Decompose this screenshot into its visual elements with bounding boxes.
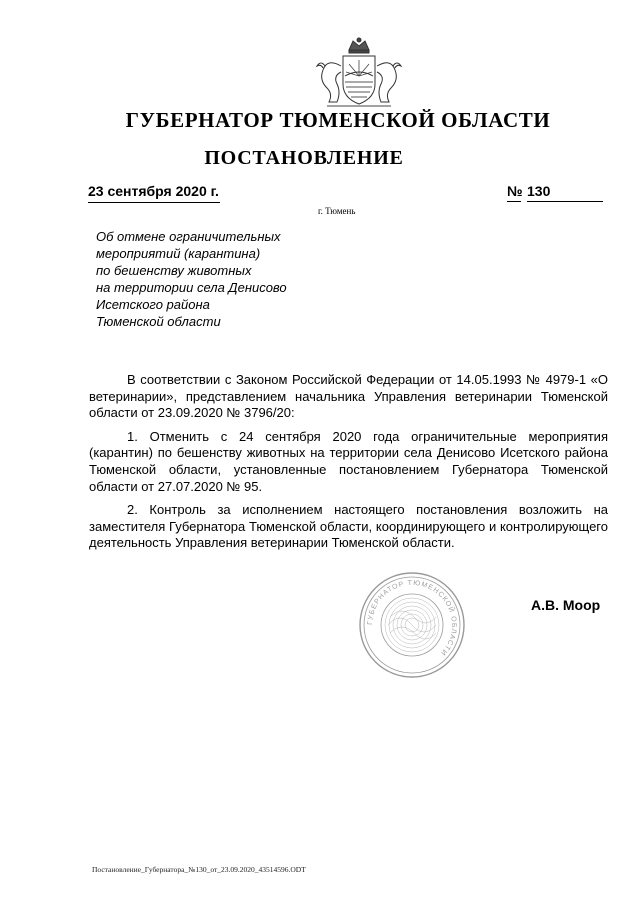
number-sign-underline	[507, 201, 521, 202]
subject-line: Об отмене ограничительных	[96, 229, 281, 244]
subject-line: Исетского района	[96, 297, 210, 312]
seal-stamp-icon	[358, 571, 466, 679]
date-text: 23 сентября 2020 г.	[88, 183, 219, 199]
number-value: 130	[527, 183, 551, 199]
subject-line: Тюменской области	[96, 314, 221, 329]
document-subject	[96, 228, 356, 330]
svg-text:ГУБЕРНАТОР ТЮМЕНСКОЙ ОБЛАСТИ	[367, 580, 457, 657]
body-paragraph-item-1: 1. Отменить с 24 сентября 2020 года ограничительные мероприятия (карантин) по бешенству животных на территории села Денисово Исетского района Тюменской области, установленные постановлением Губернатора Тюменской области от 27.07.2020 № 95.	[89, 428, 608, 494]
subject-line: по бешенству животных	[96, 263, 252, 278]
document-body	[89, 372, 608, 559]
seal-text: ГУБЕРНАТОР ТЮМЕНСКОЙ ОБЛАСТИ	[366, 579, 458, 657]
number-underline	[527, 201, 603, 202]
subject-line: на территории села Денисово	[96, 280, 287, 295]
document-type-title: ПОСТАНОВЛЕНИЕ	[204, 147, 404, 169]
issuer-title: ГУБЕРНАТОР ТЮМЕНСКОЙ ОБЛАСТИ	[125, 108, 551, 132]
body-paragraph-preamble: В соответствии с Законом Российской Федерации от 14.05.1993 № 4979-1 «О ветеринарии», представлением начальника Управления ветеринарии Тюменской области от 23.09.2020 № 3796/20:	[89, 372, 608, 421]
subject-line: мероприятий (карантина)	[96, 246, 261, 261]
signatory-name: А.В. Моор	[531, 597, 601, 613]
number-sign: №	[507, 183, 523, 199]
coat-of-arms-icon	[313, 36, 405, 112]
document-date	[88, 184, 220, 203]
file-name-footer: Постановление_Губернатора_№130_от_23.09.2020_43514596.ODT	[92, 865, 306, 874]
body-paragraph-item-2: 2. Контроль за исполнением настоящего постановления возложить на заместителя Губернатора Тюменской области, координирующего и контролирующего деятельность Управления ветеринарии Тюменской области.	[89, 502, 608, 551]
city-label: г. Тюмень	[318, 206, 356, 216]
document-number	[507, 184, 603, 202]
